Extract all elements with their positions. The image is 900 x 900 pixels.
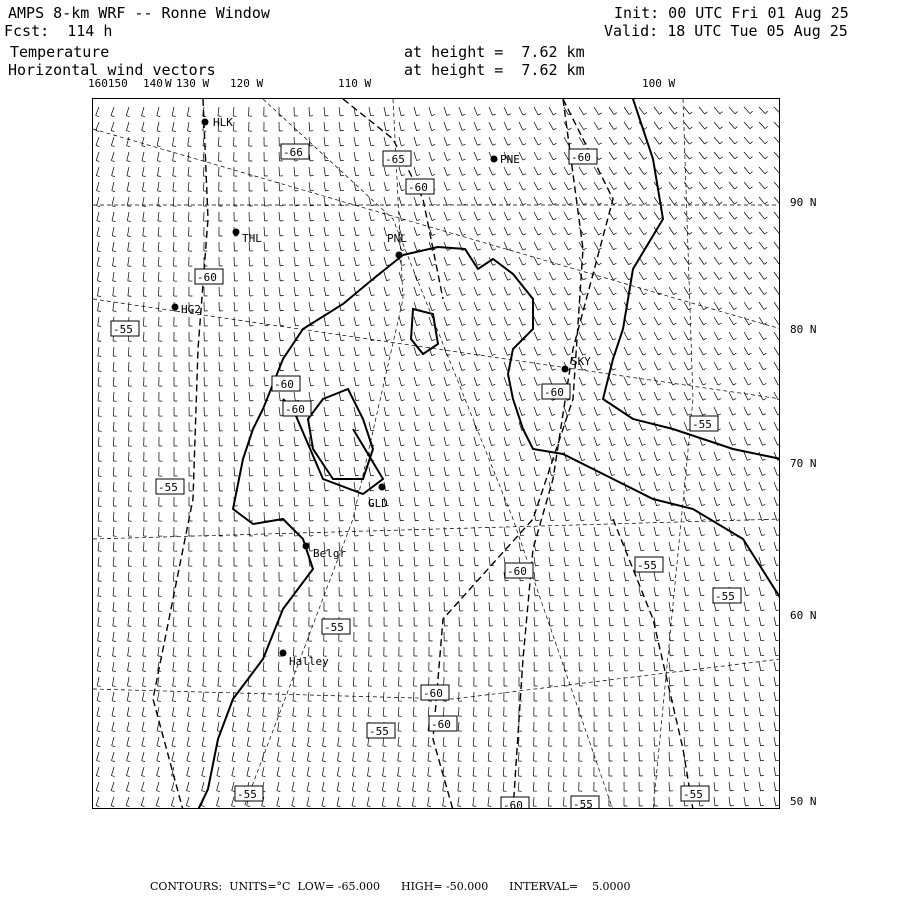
contour-label: -60 (431, 718, 451, 731)
contour-label: -60 (571, 151, 591, 164)
lon-label: 140 (143, 77, 163, 90)
field2-name: Horizontal wind vectors (8, 61, 216, 79)
contour-label: -55 (683, 788, 703, 801)
lon-label: 130 W (176, 77, 210, 90)
lon-label: W (165, 77, 172, 90)
station-label: PNE (500, 153, 520, 166)
lon-label: 160150 (88, 77, 128, 90)
contour-labels (111, 144, 741, 809)
contour-label: -60 (285, 403, 305, 416)
contour-label: -55 (715, 590, 735, 603)
station-label: HG2 (181, 303, 201, 316)
contour-info: CONTOURS: UNITS=°C LOW= -65.000 HIGH= -50.000 INTERVAL= 5.0000 (150, 880, 631, 893)
station-label: SKY (571, 355, 591, 368)
contour-label: -65 (385, 153, 405, 166)
contour-label: -60 (197, 271, 217, 284)
station-marker[interactable] (379, 484, 386, 491)
station-label: HLK (213, 116, 233, 129)
lat-label: 50 N (790, 795, 817, 808)
contour-label: -66 (283, 146, 303, 159)
station-label: THL (242, 232, 262, 245)
lon-label: 120 W (230, 77, 264, 90)
map-frame (92, 98, 780, 809)
lat-label: 60 N (790, 609, 817, 622)
station-label: Halley (289, 655, 329, 668)
plot-title: AMPS 8-km WRF -- Ronne Window (8, 4, 270, 22)
station-label: PNL (387, 232, 407, 245)
contour-label: -55 (369, 725, 389, 738)
station-marker[interactable] (396, 252, 403, 259)
contour-label: -55 (113, 323, 133, 336)
lon-label: 100 W (642, 77, 676, 90)
contour-label: -60 (408, 181, 428, 194)
station-marker[interactable] (233, 229, 240, 236)
contour-label: -60 (503, 799, 523, 810)
contour-label: -55 (692, 418, 712, 431)
field2-height: at height = 7.62 km (404, 61, 585, 79)
contour-label: -60 (507, 565, 527, 578)
lat-label: 80 N (790, 323, 817, 336)
station-marker[interactable] (303, 543, 310, 550)
field1-height: at height = 7.62 km (404, 43, 585, 61)
contour-label: -55 (237, 788, 257, 801)
station-marker[interactable] (562, 366, 569, 373)
station-label: Belgr (313, 547, 347, 560)
stations (172, 116, 592, 668)
overlay-layer (93, 99, 780, 809)
lat-label: 90 N (790, 196, 817, 209)
valid-time: Valid: 18 UTC Tue 05 Aug 25 (604, 22, 848, 40)
contour-label: -60 (544, 386, 564, 399)
field1-name: Temperature (10, 43, 110, 61)
station-label: GLD (368, 497, 388, 510)
lon-label: 110 W (338, 77, 372, 90)
lat-label: 70 N (790, 457, 817, 470)
init-time: Init: 00 UTC Fri 01 Aug 25 (614, 4, 849, 22)
station-marker[interactable] (280, 650, 287, 657)
forecast-hour: Fcst: 114 h (4, 22, 113, 40)
contour-label: -55 (158, 481, 178, 494)
contour-label: -55 (637, 559, 657, 572)
contour-label: -60 (274, 378, 294, 391)
contour-label: -55 (573, 798, 593, 810)
contour-label: -55 (324, 621, 344, 634)
contour-label: -60 (423, 687, 443, 700)
station-marker[interactable] (172, 304, 179, 311)
station-marker[interactable] (202, 119, 209, 126)
station-marker[interactable] (491, 156, 498, 163)
